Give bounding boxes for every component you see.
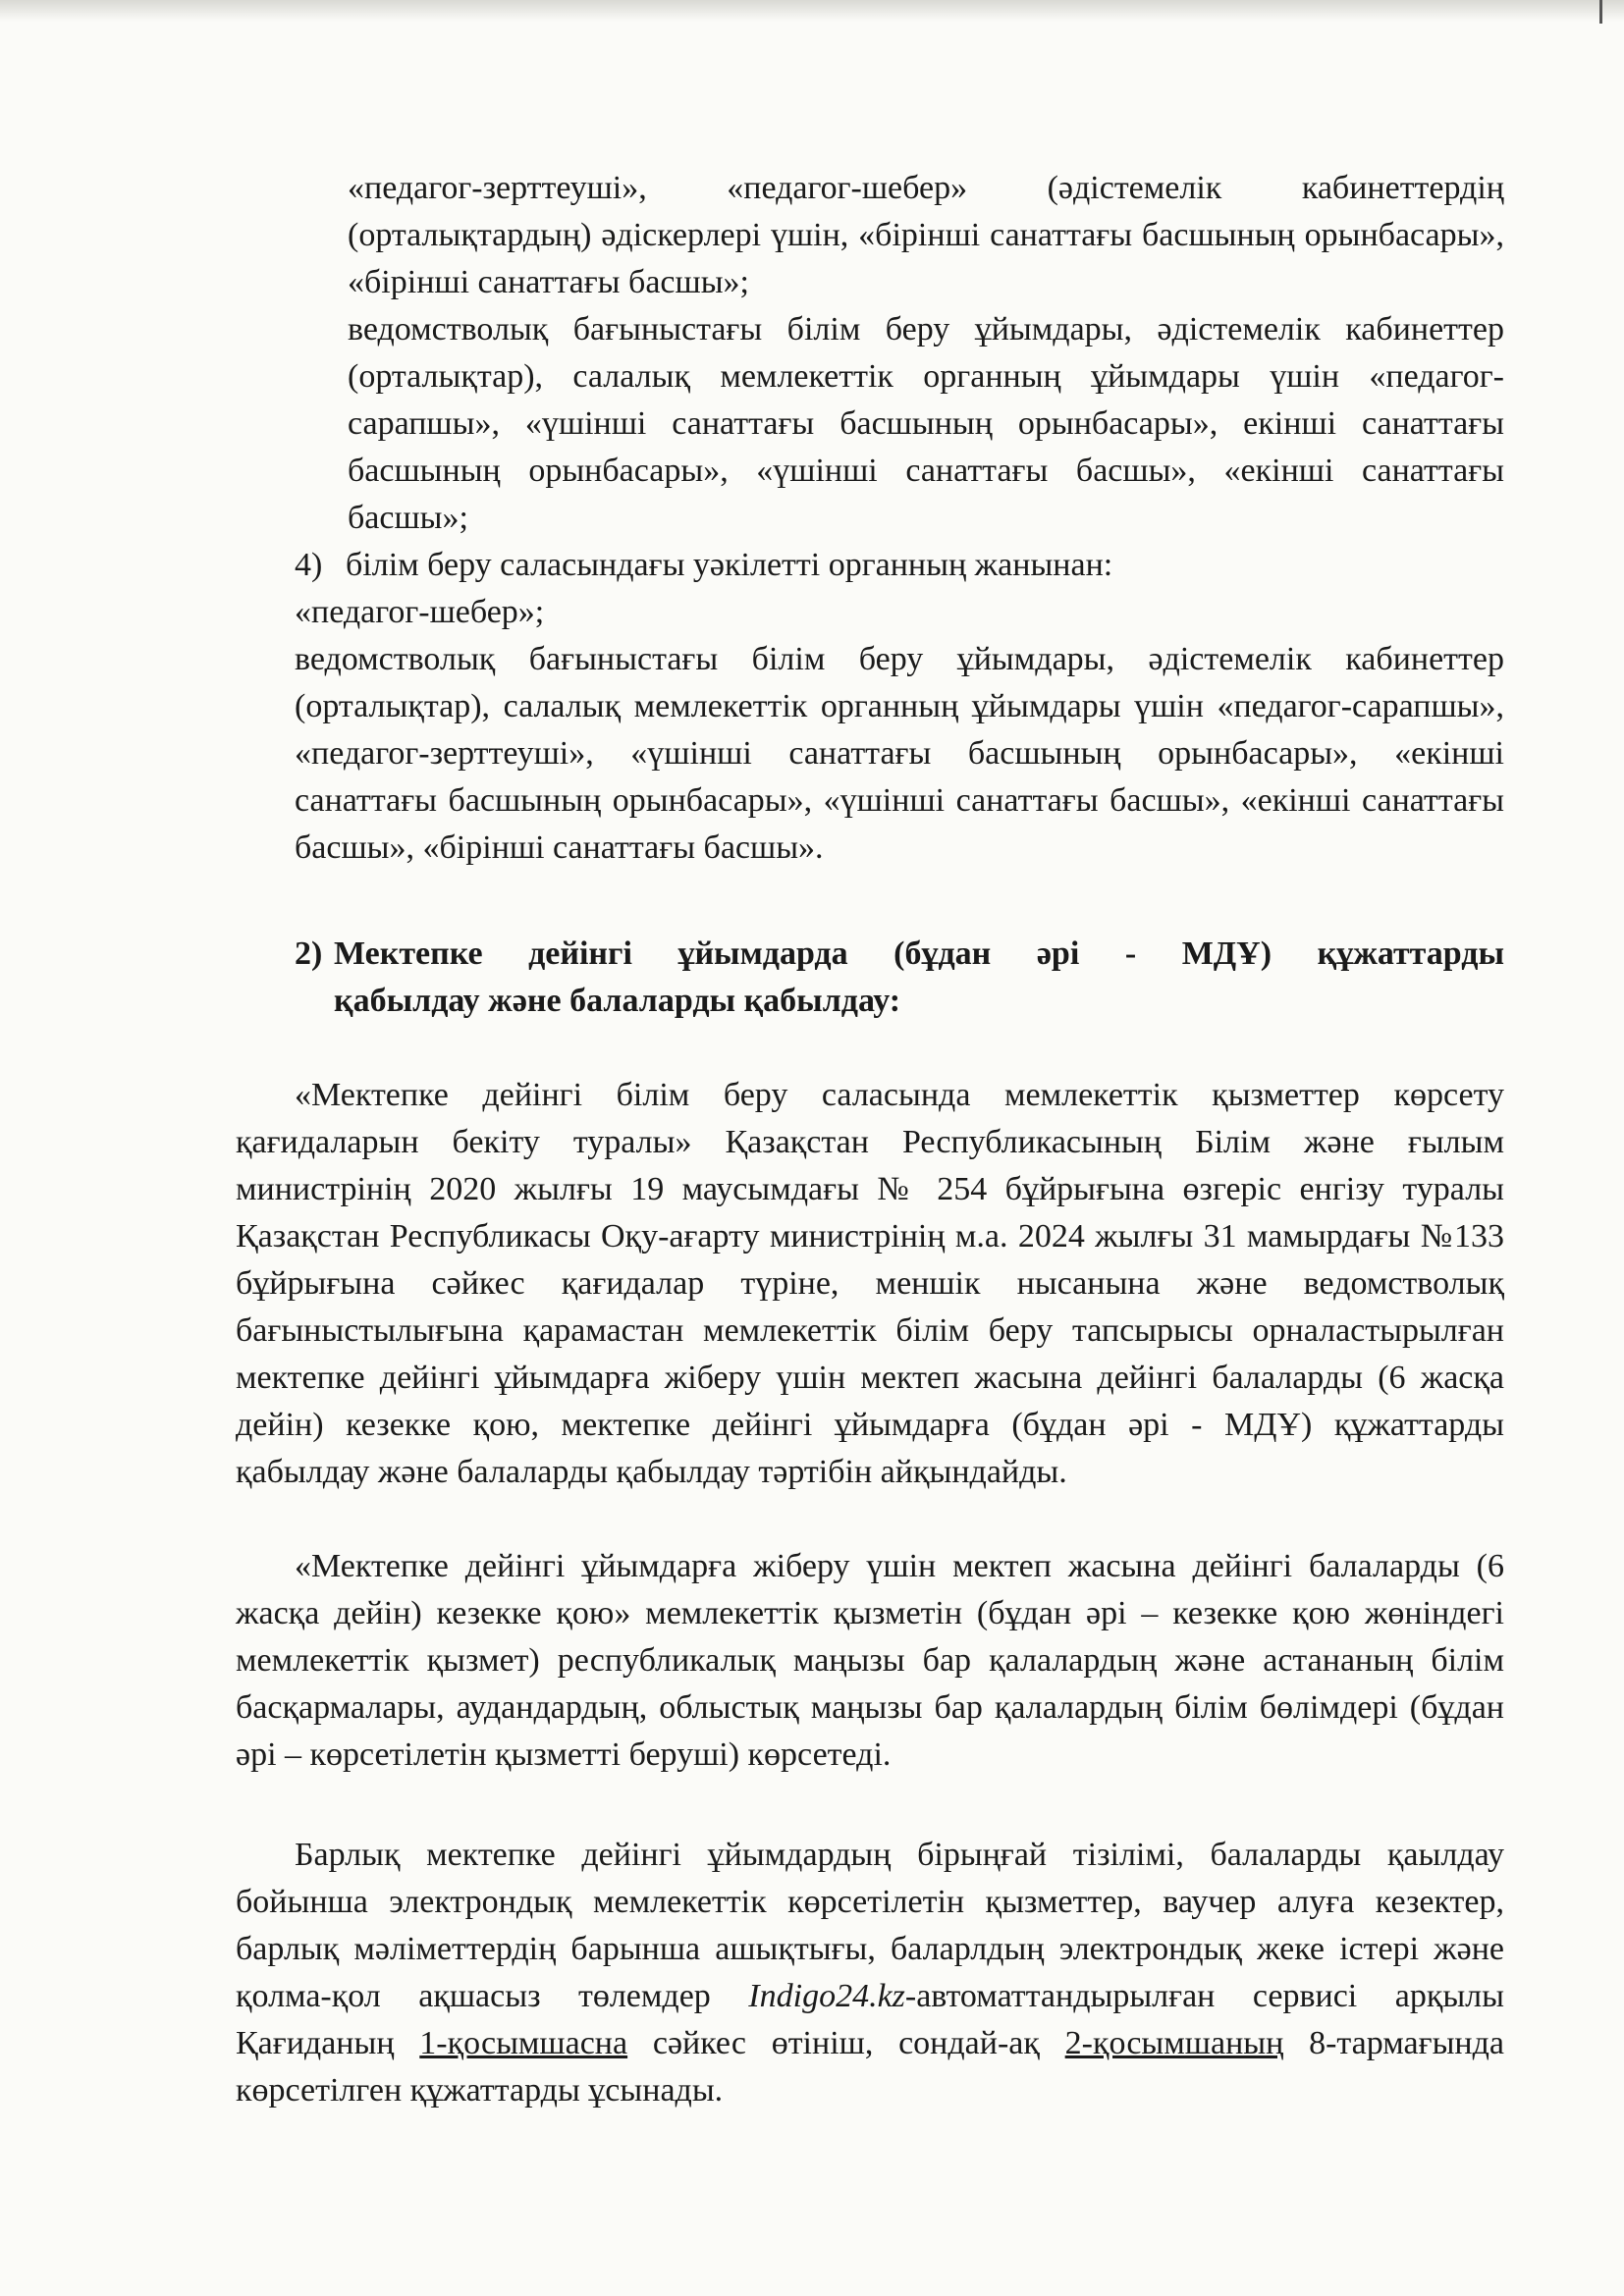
- paragraph-3-text-4: 8-тармағында көрсетілген құжаттарды ұсынады.: [236, 2025, 1504, 2109]
- list-continuation-1: «педагог-зерттеуші», «педагог-шебер» (әдістемелік кабинеттердің (орталықтардың) әдіскерлері үшін, «бірінші санаттағы басшының орынбасары», «бірінші санаттағы басшы»;: [348, 170, 1504, 300]
- section-heading: [295, 931, 1504, 1025]
- paragraph-3-text-2: автоматтандырылған сервисі арқылы Қағиданың: [236, 1978, 1504, 2061]
- heading-number: 2): [295, 935, 323, 972]
- heading-line-2: қабылдау және балаларды қабылдау:: [334, 983, 901, 1019]
- list-continuation-2: ведомстволық бағыныстағы білім беру ұйымдары, әдістемелік кабинеттер (орталықтар), салалық мемлекеттік органның ұйымдары үшін «педагог-сарапшы», «үшінші санаттағы басшының орынбасары», екінші санаттағы басшының орынбасары», «үшінші санаттағы басшы», «екінші санаттағы басшы»;: [348, 311, 1504, 536]
- paragraph-3: [236, 1832, 1504, 2114]
- paragraph-2: «Мектепке дейінгі ұйымдарға жіберу үшін мектеп жасына дейінгі балаларды (6 жасқа дейін) кезекке қою» мемлекеттік қызметін (бұдан әрі – кезекке қою жөніндегі мемлекеттік қызмет) республикалық маңызы бар қалалардың және астананың білім басқармалары, аудандардың, облыстық маңызы бар қалалардың білім бөлімдері (бұдан әрі – көрсетілетін қызметті беруші) көрсетеді.: [236, 1548, 1504, 1773]
- paragraph-3-text-1: Барлық мектепке дейінгі ұйымдардың бірыңғай тізілімі, балаларды қаылдау бойынша электрондық мемлекеттік көрсетілетін қызметтер, ваучер алуға кезектер, барлық мәліметтердің барынша ашықтығы, баларлдың электрондық жеке істері және қолма-қол ақшасыз төлемдер: [236, 1837, 1504, 2014]
- list-subitem-2: ведомстволық бағыныстағы білім беру ұйымдары, әдістемелік кабинеттер (орталықтар), салалық мемлекеттік органның ұйымдары үшін «педагог-сарапшы», «педагог-зерттеуші», «үшінші санаттағы басшының орынбасары», «екінші санаттағы басшының орынбасары», «үшінші санаттағы басшы», «екінші санаттағы басшы», «бірінші санаттағы басшы».: [295, 641, 1504, 866]
- paragraph-3-text-3: сәйкес өтініш, сондай-ақ: [627, 2025, 1065, 2061]
- heading-text-1: Мектепке дейінгі ұйымдарда (бұдан әрі - МДҰ) құжаттарды: [334, 935, 1504, 972]
- list-item-text: білім беру саласындағы уәкілетті органның жанынан:: [346, 547, 1113, 583]
- paragraph-1: «Мектепке дейінгі білім беру саласында мемлекеттік қызметтер көрсету қағидаларын бекіту туралы» Қазақстан Республикасының Білім және ғылым министрінің 2020 жылғы 19 маусымдағы № 254 бұйрығына өзгеріс енгізу туралы Қазақстан Республикасы Оқу-ағарту министрінің м.а. 2024 жылғы 31 мамырдағы №133 бұйрығына сәйкес қағидалар түріне, меншік нысанына және ведомстволық бағыныстылығына қарамастан мемлекеттік білім беру тапсырысы орналастырылған мектепке дейінгі ұйымдарға жіберу үшін мектеп жасына дейінгі балаларды (6 жасқа дейін) кезекке қою, мектепке дейінгі ұйымдарға (бұдан әрі - МДҰ) құжаттарды қабылдау және балаларды қабылдау тәртібін айқындайды.: [236, 1077, 1504, 1490]
- list-subitem-1: «педагог-шебер»;: [295, 594, 545, 630]
- list-item-4: [295, 542, 1504, 589]
- appendix-2-link[interactable]: 2-қосымшаның: [1064, 2025, 1284, 2061]
- list-item-number: 4): [295, 547, 323, 583]
- heading-line-1: [295, 931, 1504, 978]
- service-name: Indigo24.kz-: [748, 1978, 917, 2014]
- appendix-1-link[interactable]: 1-қосымшасна: [419, 2025, 628, 2061]
